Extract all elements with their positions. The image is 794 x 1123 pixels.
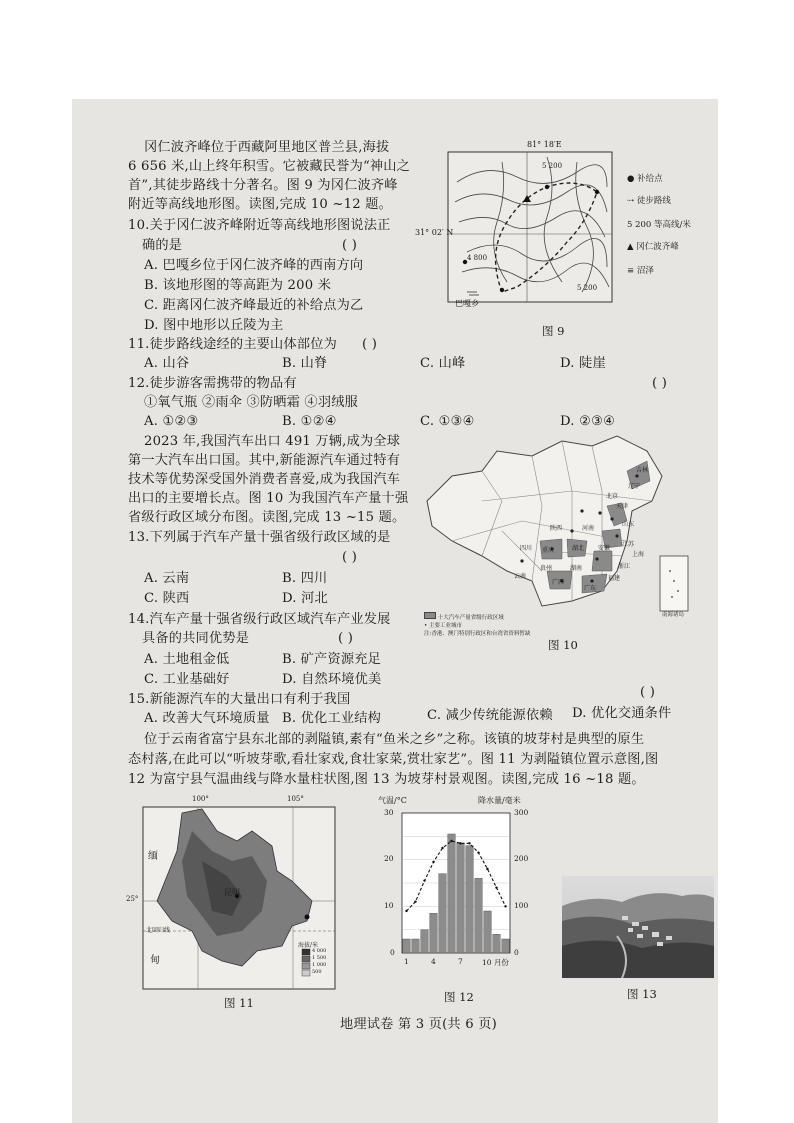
intro2-line2: 第一大汽车出口国。其中,新能源汽车通过特有: [128, 453, 401, 468]
q12-option-a[interactable]: A. ①②③: [144, 414, 199, 429]
fig9-contour-map: [415, 140, 617, 310]
fig11-lon-100: 100°: [192, 795, 209, 803]
intro2-line4: 出口的主要增长点。图 10 为我国汽车产量十强: [128, 491, 409, 506]
page-footer: 地理试卷 第 3 页(共 6 页): [340, 1017, 497, 1032]
fig10-label-jilin: 吉林: [636, 467, 649, 474]
fig10-china-map: [422, 431, 692, 621]
q11-stem: 11.徒步路线途经的主要山体部位为: [128, 337, 337, 352]
fig12-x-tick-10: 10 月份: [482, 958, 509, 967]
fig10-legend-top10-label: 十大汽车产量省级行政区域: [437, 615, 504, 621]
precipitation-bar-9: [475, 878, 482, 953]
fig12-x-tick-1: 1: [404, 957, 409, 966]
fig10-label-jiangsu: 江苏: [622, 541, 635, 548]
hiking-route-icon: ⇢: [627, 196, 635, 206]
fig10-label-chongqing: 重庆: [542, 547, 555, 554]
fig10-legend-city-label: 主要工业城市: [429, 623, 463, 629]
fig10-label-shandong: 山东: [622, 521, 635, 528]
fig12-caption: 图 12: [444, 990, 474, 1004]
temperature-point-11: [495, 886, 497, 888]
q10-option-d[interactable]: D. 图中地形以丘陵为主: [144, 318, 284, 333]
fig9-contour-label-2: 5 200: [577, 284, 598, 292]
fig9-legend-peak: [627, 240, 679, 252]
q10-answer-bracket[interactable]: ( ): [342, 238, 358, 253]
fig12-left-tick-10: 10: [384, 901, 394, 910]
fig9-contour-label-1: 4 800: [467, 254, 488, 262]
fig13-village-photo: [562, 876, 714, 978]
fig12-x-tick-7: 7: [458, 957, 463, 966]
q11-option-b[interactable]: B. 山脊: [282, 356, 328, 371]
fig11-legend-500: 500: [312, 969, 322, 975]
fig11-lon-105: 105°: [287, 795, 304, 803]
fig9-legend-route-label: 徒步路线: [636, 196, 671, 206]
q12-option-b[interactable]: B. ①②④: [282, 414, 337, 429]
fig10-legend-top10: [424, 612, 604, 622]
supply-point-icon: ●: [627, 174, 635, 184]
temperature-point-1: [405, 910, 407, 912]
fig10-label-shanghai: 上海: [632, 551, 645, 558]
fig12-left-tick-20: 20: [384, 854, 394, 863]
fig10-label-sichuan: 四川: [520, 545, 533, 552]
fig9-legend-contour: 5 200 等高线/米: [627, 220, 691, 230]
fig9-legend: [627, 172, 717, 282]
fig10-label-tianjin: 天津: [616, 503, 629, 510]
fig12-right-tick-300: 300: [514, 808, 529, 817]
temperature-point-4: [432, 861, 434, 863]
intro2-line5: 省级行政区域分布图。读图,完成 13 ~15 题。: [128, 510, 406, 525]
q10-option-a[interactable]: A. 巴嘎乡位于冈仁波齐峰的西南方向: [144, 258, 364, 273]
fig12-left-tick-30: 30: [384, 808, 394, 817]
fig11-legend-4000: 4 000: [312, 948, 327, 954]
fig10-caption: 图 10: [548, 638, 578, 652]
fig12-left-tick-0: 0: [390, 948, 395, 957]
q14-answer-bracket[interactable]: ( ): [338, 631, 354, 646]
fig10-inset-label: 南海诸岛: [662, 612, 685, 618]
q12-answer-bracket[interactable]: ( ): [652, 376, 668, 391]
q15-answer-bracket[interactable]: ( ): [640, 685, 656, 700]
fig10-label-yunnan: 云南: [514, 573, 527, 580]
q14-option-a[interactable]: A. 土地租金低: [144, 652, 230, 667]
temperature-point-8: [468, 842, 470, 844]
fig11-label-myanmar-2: 甸: [150, 955, 160, 966]
fig12-climate-chart: [378, 795, 538, 990]
q10-stem-line2: 确的是: [142, 238, 183, 253]
intro2-line1: 2023 年,我国汽车出口 491 万辆,成为全球: [144, 434, 401, 449]
precipitation-bar-11: [493, 934, 500, 953]
fig12-x-tick-4: 4: [431, 957, 436, 966]
intro1-line4: 附近等高线地形图。读图,完成 10 ~12 题。: [128, 197, 392, 212]
fig9-legend-swamp-label: 沼泽: [636, 266, 654, 276]
fig11-label-myanmar-1: 缅: [148, 851, 158, 862]
peak-icon: ▲: [627, 242, 634, 252]
precipitation-bar-12: [502, 939, 509, 953]
q14-option-b[interactable]: B. 矿产资源充足: [282, 652, 381, 667]
fig10-note: 注:香港、澳门特别行政区和台湾省资料暂缺: [424, 631, 531, 637]
fig10-label-guizhou: 贵州: [540, 565, 553, 572]
fig12-right-tick-0: 0: [514, 948, 519, 957]
precipitation-bar-7: [457, 843, 464, 953]
fig10-label-beijing: 北京: [606, 493, 619, 500]
q13-option-b[interactable]: B. 四川: [282, 571, 328, 586]
q12-stem: 12.徒步游客需携带的物品有: [128, 376, 297, 391]
fig9-legend-swamp: [627, 264, 654, 276]
q13-option-c[interactable]: C. 陕西: [144, 591, 190, 606]
q15-option-a[interactable]: A. 改善大气环境质量: [144, 711, 270, 726]
fig9-legend-peak-label: 冈仁波齐峰: [636, 242, 679, 252]
q14-option-c[interactable]: C. 工业基础好: [144, 672, 230, 687]
q14-stem-line1: 14.汽车产量十强省级行政区域汽车产业发展: [128, 612, 391, 627]
precipitation-bar-4: [430, 913, 437, 953]
q12-option-d[interactable]: D. ②③④: [560, 414, 616, 429]
intro1-line1: 冈仁波齐峰位于西藏阿里地区普兰县,海拔: [144, 140, 390, 155]
fig12-right-tick-100: 100: [514, 901, 529, 910]
fig10-label-fujian: 福建: [608, 575, 621, 582]
intro3-line3: 12 为富宁县气温曲线与降水量柱状图,图 13 为坡芽村景观图。读图,完成 16 ~18 题。: [128, 772, 645, 787]
fig11-caption: 图 11: [224, 996, 254, 1010]
fig11-label-kunming: 昆明: [224, 888, 240, 897]
q13-option-d[interactable]: D. 河北: [282, 591, 328, 606]
q13-option-a[interactable]: A. 云南: [144, 571, 190, 586]
q12-option-c[interactable]: C. ①③④: [420, 414, 475, 429]
q15-option-d[interactable]: D. 优化交通条件: [572, 706, 672, 721]
fig11-legend-title: 海拔/米: [298, 942, 319, 949]
fig10-label-hubei: 湖北: [572, 545, 585, 552]
fig12-right-tick-200: 200: [514, 854, 529, 863]
fig9-legend-supply: [627, 172, 663, 184]
temperature-point-3: [423, 879, 425, 881]
precipitation-bar-2: [412, 939, 419, 953]
intro1-line3: 首”,其徒步路线十分著名。图 9 为冈仁波齐峰: [128, 178, 398, 193]
precipitation-bar-3: [421, 930, 428, 953]
fig10-legend-city: [424, 622, 604, 630]
q14-option-d[interactable]: D. 自然环境优美: [282, 672, 382, 687]
exam-page: [72, 99, 718, 1123]
q14-stem-line2: 具备的共同优势是: [142, 631, 250, 646]
fig9-latitude-label: 31° 02′ N: [415, 228, 454, 237]
temperature-point-7: [459, 842, 461, 844]
q10-option-b[interactable]: B. 该地形图的等高距为 200 米: [144, 278, 332, 293]
temperature-point-9: [477, 851, 479, 853]
intro1-line2: 6 656 米,山上终年积雪。它被藏民誉为“神山之: [128, 159, 411, 174]
fig12-left-axis-title: 气温/°C: [378, 796, 407, 805]
fig9-town-label: 巴嘎乡: [455, 299, 479, 308]
q11-option-c[interactable]: C. 山峰: [420, 356, 466, 371]
fig10-label-henan: 河南: [582, 525, 595, 532]
intro3-line1: 位于云南省富宁县东北部的剥隘镇,素有“鱼米之乡”之称。该镇的坡芽村是典型的原生: [144, 732, 645, 747]
top10-region-swatch-icon: [424, 612, 436, 619]
q10-option-c[interactable]: C. 距离冈仁波齐峰最近的补给点为乙: [144, 298, 364, 313]
intro2-line3: 技术等优势深受国外消费者喜爱,成为我国汽车: [128, 472, 401, 487]
fig9-legend-supply-label: 补给点: [637, 174, 663, 184]
precipitation-bar-1: [403, 939, 410, 953]
q13-stem: 13.下列属于汽车产量十强省级行政区域的是: [128, 530, 391, 545]
intro3-line2: 态村落,在此可以“听坡芽歌,看壮家戏,食壮家菜,赏壮家艺”。图 11 为剥隘镇位置示意图,图: [128, 752, 659, 767]
temperature-point-2: [414, 900, 416, 902]
fig10-label-guangdong: 广东: [584, 585, 597, 592]
fig9-longitude-label: 81° 18′E: [527, 140, 562, 149]
fig11-yunnan-map: [126, 795, 337, 991]
fig9-caption: 图 9: [542, 324, 565, 338]
fig10-legend: [424, 612, 604, 638]
swamp-icon: ≡: [627, 266, 635, 276]
temperature-point-10: [486, 868, 488, 870]
precipitation-bar-6: [448, 834, 455, 953]
precipitation-bar-5: [439, 874, 446, 953]
q15-option-b[interactable]: B. 优化工业结构: [282, 711, 381, 726]
precipitation-bar-8: [466, 846, 473, 953]
fig11-label-tropic: 北回归线: [146, 927, 171, 934]
fig10-label-liaoning: 辽宁: [628, 483, 641, 490]
fig10-label-guangxi: 广西: [552, 579, 565, 586]
q11-answer-bracket[interactable]: ( ): [362, 337, 378, 352]
temperature-point-6: [450, 840, 452, 842]
fig9-contour-label-0: 5 200: [542, 162, 563, 170]
q13-answer-bracket[interactable]: ( ): [342, 550, 358, 565]
fig10-label-anhui: 安徽: [598, 545, 611, 552]
fig11-lat-25: 25°: [126, 895, 139, 903]
q12-items: ①氧气瓶 ②雨伞 ③防晒霜 ④羽绒服: [144, 395, 358, 410]
fig11-legend-1000: 1 000: [312, 962, 327, 968]
fig10-label-hunan: 湖南: [570, 565, 583, 572]
fig13-caption: 图 13: [627, 987, 657, 1001]
temperature-point-5: [441, 847, 443, 849]
q15-stem: 15.新能源汽车的大量出口有利于我国: [128, 692, 351, 707]
temperature-point-12: [504, 905, 506, 907]
q15-option-c[interactable]: C. 减少传统能源依赖: [427, 708, 553, 723]
precipitation-bar-10: [484, 911, 491, 953]
q10-stem-line1: 10.关于冈仁波齐峰附近等高线地形图说法正: [128, 218, 391, 233]
q11-option-a[interactable]: A. 山谷: [144, 356, 190, 371]
fig10-label-zhejiang: 浙江: [618, 563, 631, 570]
fig11-legend-1500: 1 500: [312, 955, 327, 961]
fig12-right-axis-title: 降水量/毫米: [478, 796, 521, 805]
fig9-legend-route: [627, 194, 671, 206]
q11-option-d[interactable]: D. 陡崖: [560, 356, 606, 371]
industrial-city-icon: •: [424, 623, 428, 629]
fig10-label-shaanxi: 陕西: [550, 525, 563, 532]
